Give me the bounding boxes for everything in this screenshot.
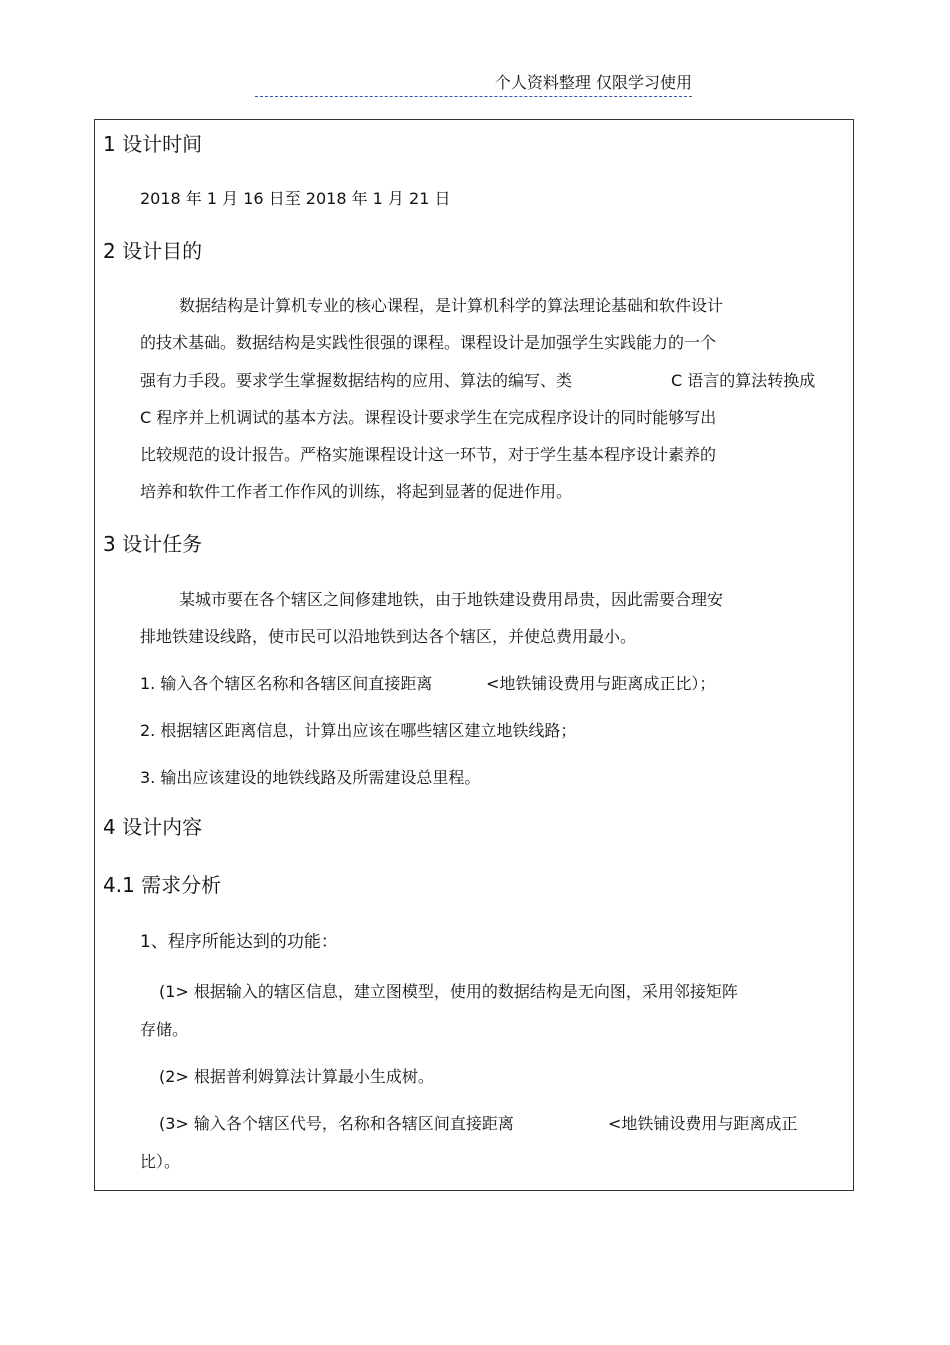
- subsection-4-1-heading: 4.1 需求分析: [103, 873, 222, 897]
- purpose-line-6: 培养和软件工作者工作作风的训练，将起到显著的促进作用。: [140, 482, 573, 501]
- page-header: [255, 72, 692, 97]
- task-item-1b: <地铁铺设费用与距离成正比）；: [486, 674, 716, 693]
- function-1b: 存储。: [140, 1020, 189, 1039]
- purpose-line-4: C 程序并上机调试的基本方法。课程设计要求学生在完成程序设计的同时能够写出: [140, 408, 717, 427]
- function-3b: <地铁铺设费用与距离成正: [608, 1114, 798, 1133]
- purpose-line-2: 的技术基础。数据结构是实践性很强的课程。课程设计是加强学生实践能力的一个: [140, 333, 717, 352]
- section-2-heading: 2 设计目的: [103, 239, 203, 263]
- section-4-heading: 4 设计内容: [103, 815, 203, 839]
- function-3a: (3> 输入各个辖区代号，名称和各辖区间直接距离: [159, 1114, 514, 1133]
- section-1-heading: 1 设计时间: [103, 132, 203, 156]
- purpose-line-3b: C 语言的算法转换成: [671, 371, 816, 390]
- design-date: 2018 年 1 月 16 日至 2018 年 1 月 21 日: [140, 189, 451, 208]
- function-3c: 比）。: [140, 1152, 181, 1171]
- function-1a: (1> 根据输入的辖区信息，建立图模型，使用的数据结构是无向图，采用邻接矩阵: [159, 982, 738, 1001]
- function-title: 1、程序所能达到的功能：: [140, 932, 338, 952]
- purpose-line-1: 数据结构是计算机专业的核心课程，是计算机科学的算法理论基础和软件设计: [179, 296, 724, 315]
- task-item-2: 2. 根据辖区距离信息，计算出应该在哪些辖区建立地铁线路；: [140, 721, 577, 740]
- purpose-line-3a: 强有力手段。要求学生掌握数据结构的应用、算法的编写、类: [140, 371, 573, 390]
- content-frame: [94, 119, 854, 1191]
- task-item-1a: 1. 输入各个辖区名称和各辖区间直接距离: [140, 674, 433, 693]
- section-3-heading: 3 设计任务: [103, 532, 203, 556]
- purpose-line-5: 比较规范的设计报告。严格实施课程设计这一环节，对于学生基本程序设计素养的: [140, 445, 717, 464]
- task-item-3: 3. 输出应该建设的地铁线路及所需建设总里程。: [140, 768, 481, 787]
- task-line-2: 排地铁建设线路，使市民可以沿地铁到达各个辖区，并使总费用最小。: [140, 627, 637, 646]
- function-2: (2> 根据普利姆算法计算最小生成树。: [159, 1067, 434, 1086]
- task-line-1: 某城市要在各个辖区之间修建地铁，由于地铁建设费用昂贵，因此需要合理安: [179, 590, 724, 609]
- header-title: 个人资料整理 仅限学习使用: [494, 73, 692, 92]
